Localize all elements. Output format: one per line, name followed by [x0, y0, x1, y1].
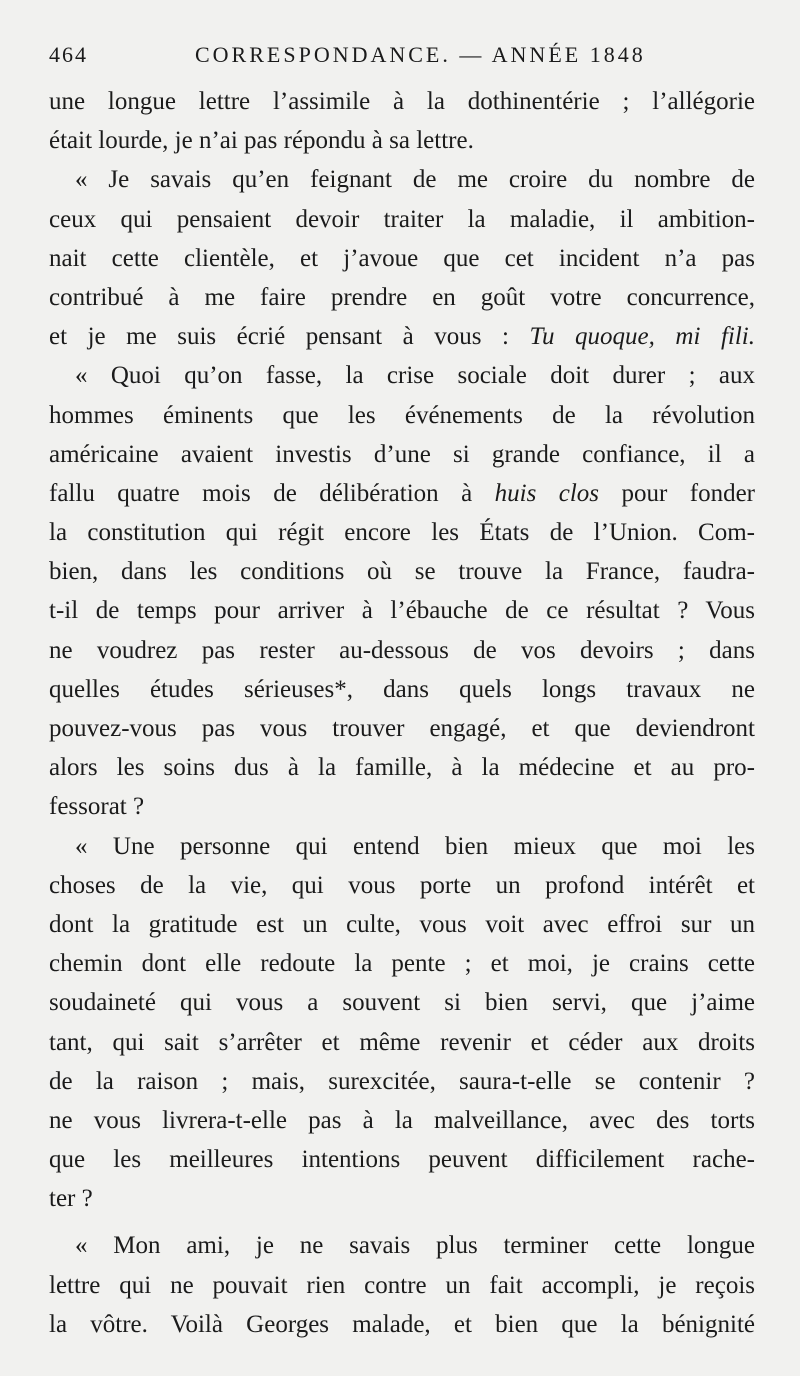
- line-text: choses de la vie, qui vous porte un profond intérêt et: [49, 871, 755, 899]
- text-line: [49, 1266, 755, 1305]
- text-line: [49, 278, 755, 317]
- line-text: « Mon ami, je ne savais plus terminer cette longue: [75, 1232, 755, 1260]
- line-text-after: pour fonder: [599, 479, 755, 507]
- line-text: ne voudrez pas rester au-dessous de vos devoirs ; dans: [49, 636, 755, 664]
- line-text: une longue lettre l’assimile à la dothinentérie ; l’allégorie: [49, 88, 755, 115]
- line-text: soudaineté qui vous a souvent si bien servi, que j’aime: [49, 989, 755, 1017]
- text-line: [49, 1305, 755, 1344]
- line-text: fessorat ?: [49, 793, 145, 821]
- line-text: dont la gratitude est un culte, vous voit avec effroi sur un: [49, 910, 755, 938]
- text-line: [49, 552, 755, 591]
- text-line: [49, 1062, 755, 1101]
- text-line: [49, 709, 755, 748]
- text-line: [49, 82, 755, 121]
- line-text: pouvez-vous pas vous trouver engagé, et que deviendront: [49, 715, 755, 742]
- line-text: quelles études sérieuses*, dans quels longs travaux ne: [49, 675, 755, 703]
- letter-body: [49, 82, 755, 1344]
- line-text: ter ?: [49, 1185, 93, 1213]
- text-line: [49, 866, 755, 905]
- text-line: [49, 513, 755, 552]
- line-text: la vôtre. Voilà Georges malade, et bien que la bénignité: [49, 1310, 755, 1338]
- line-text: et je me suis écrié pensant à vous :: [49, 323, 530, 351]
- text-line: [49, 200, 755, 239]
- text-line: [49, 591, 755, 630]
- line-text: américaine avaient investis d’une si grande confiance, il a: [49, 440, 755, 468]
- text-line: [49, 944, 755, 983]
- text-line: [49, 160, 755, 199]
- text-line: [49, 631, 755, 670]
- line-text: que les meilleures intentions peuvent difficilement rache-: [49, 1146, 755, 1174]
- text-line: [49, 1226, 755, 1265]
- line-text: « Quoi qu’on fasse, la crise sociale doit durer ; aux: [75, 362, 755, 390]
- running-title: CORRESPONDANCE. — ANNÉE 1848: [195, 42, 646, 67]
- text-line: [49, 435, 755, 474]
- line-text: de la raison ; mais, surexcitée, saura-t-elle se contenir ?: [49, 1067, 755, 1095]
- text-line: [49, 670, 755, 709]
- line-text: ne vous livrera-t-elle pas à la malveillance, avec des torts: [49, 1106, 755, 1134]
- line-text: contribué à me faire prendre en goût votre concurrence,: [49, 283, 755, 311]
- line-text: « Une personne qui entend bien mieux que moi les: [75, 832, 755, 860]
- text-line: [49, 239, 755, 278]
- line-text: tant, qui sait s’arrêter et même revenir et céder aux droits: [49, 1028, 755, 1056]
- text-line: [49, 1140, 755, 1179]
- text-line: [49, 396, 755, 435]
- italic-phrase: Tu quoque, mi fili.: [529, 323, 755, 351]
- text-line: [49, 787, 755, 826]
- line-text: nait cette clientèle, et j’avoue que cet incident n’a pas: [49, 244, 755, 272]
- text-line: [49, 317, 755, 356]
- line-text: chemin dont elle redoute la pente ; et moi, je crains cette: [49, 950, 755, 978]
- line-text: alors les soins dus à la famille, à la médecine et au pro-: [49, 754, 755, 782]
- text-line: [49, 748, 755, 787]
- line-text: « Je savais qu’en feignant de me croire du nombre de: [75, 166, 755, 194]
- line-text: ceux qui pensaient devoir traiter la maladie, il ambition-: [49, 205, 755, 233]
- line-text: bien, dans les conditions où se trouve la France, faudra-: [49, 558, 755, 586]
- line-text: était lourde, je n’ai pas répondu à sa lettre.: [49, 127, 474, 155]
- text-line: [49, 121, 755, 160]
- line-text: hommes éminents que les événements de la révolution: [49, 401, 755, 429]
- paragraph-gap: [49, 1218, 755, 1226]
- line-text: t-il de temps pour arriver à l’ébauche de ce résultat ? Vous: [49, 597, 755, 625]
- line-text: lettre qui ne pouvait rien contre un fait accompli, je reçois: [49, 1271, 755, 1299]
- line-text: fallu quatre mois de délibération à: [49, 479, 495, 507]
- running-header: [49, 42, 749, 72]
- text-line: [49, 827, 755, 866]
- text-line: [49, 1179, 755, 1218]
- text-line: [49, 356, 755, 395]
- text-line: [49, 1101, 755, 1140]
- text-line: [49, 905, 755, 944]
- text-line: [49, 983, 755, 1022]
- text-line: [49, 1023, 755, 1062]
- italic-phrase: huis clos: [494, 479, 600, 507]
- text-line: [49, 474, 755, 513]
- line-text: la constitution qui régit encore les États de l’Union. Com-: [49, 519, 755, 547]
- page-number: 464: [49, 42, 88, 67]
